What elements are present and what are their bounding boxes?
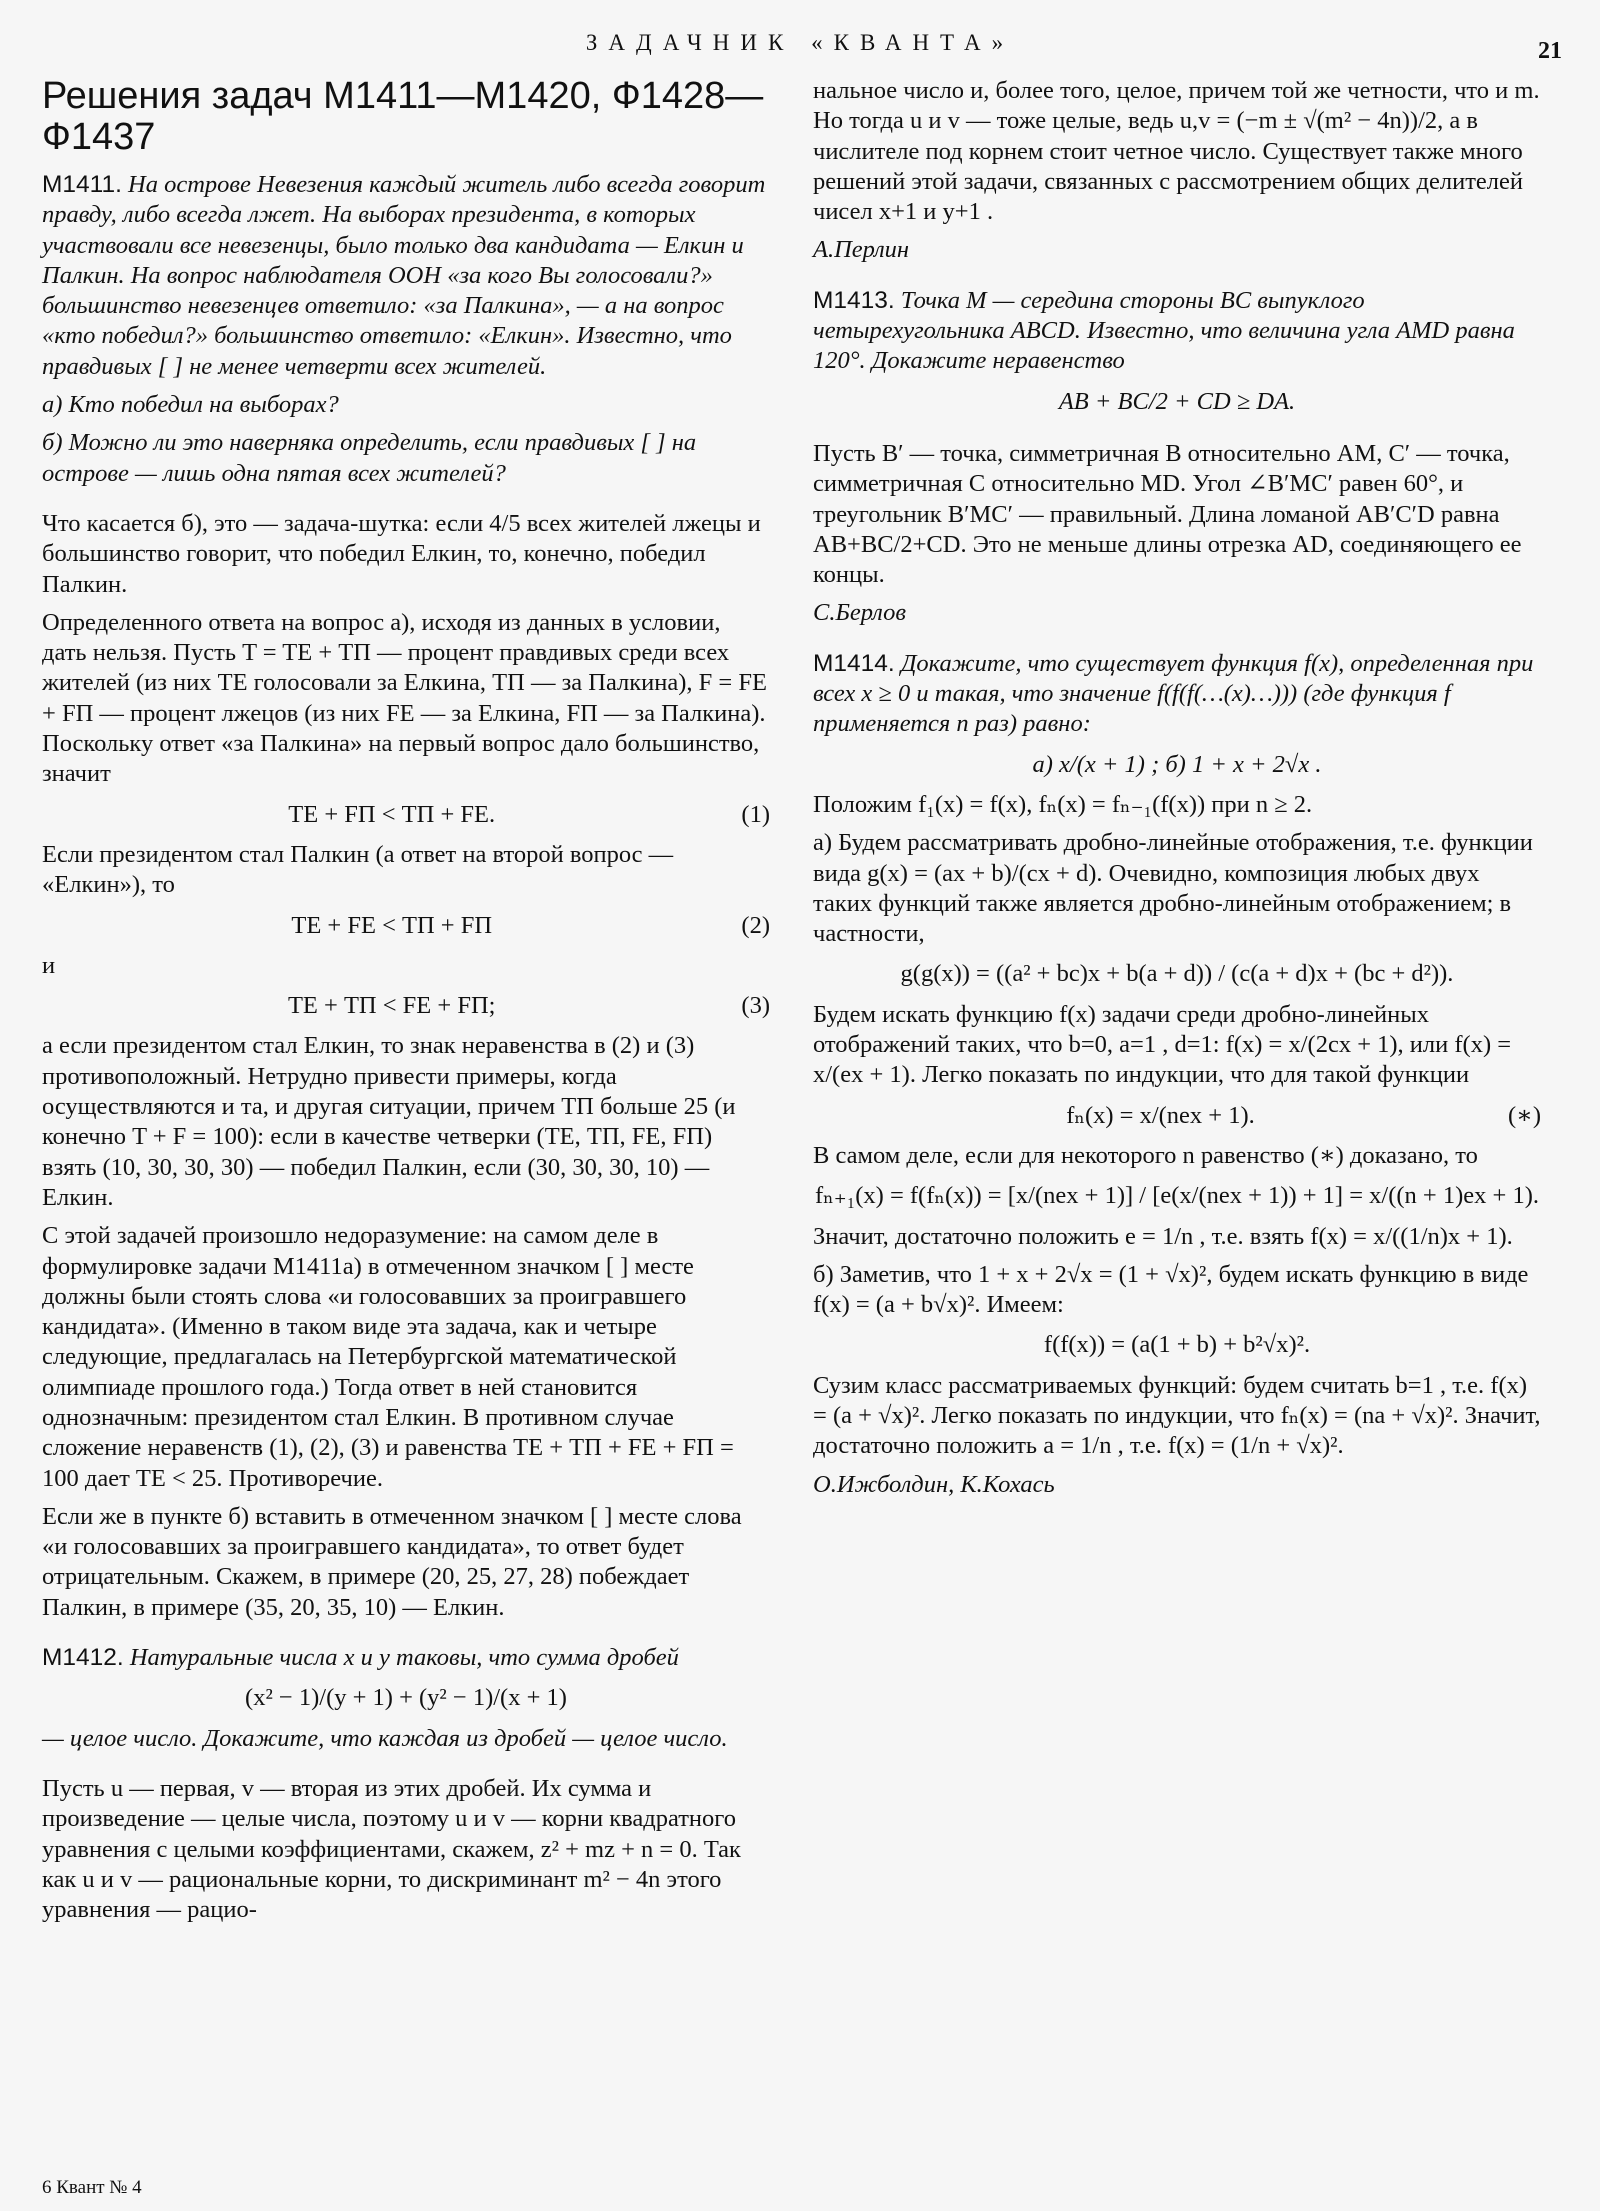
footer-label: 6 Квант № 4 [42, 2177, 142, 2198]
section-title: Решения задач М1411—М1420, Ф1428—Ф1437 [42, 75, 764, 158]
m1413-statement: М1413. Точка M — середина стороны BC выпуклого четырехугольника ABCD. Известно, что величина угла AMD равна 120°. Докажите неравенство [813, 286, 1515, 375]
m1411-statement: М1411. На острове Невезения каждый житель либо всегда говорит правду, либо всегда лжет. На выборах президента, в которых участвовали все невезенцы, было только два кандидата — Елкин и Палкин. На вопрос наблюдателя ООН «за кого Вы голосовали?» большинство невезенцев ответило: «за Палкина», — а на вопрос «кто победил?» большинство ответило: «Елкин». Известно, что правдивых [ ] не менее четверти всех жителей. [42, 171, 766, 380]
m1411-solution-4: а если президентом стал Елкин, то знак неравенства в (2) и (3) противоположный. Нетрудно привести примеры, когда осуществляются и та, и другая ситуации, причем TП больше 25 (и конечно T + F = 100): если в качестве четверки (TЕ, TП, FЕ, FП) взять (10, 30, 30, 30) — победил Палкин, если (30, 30, 30, 10) — Елкин. [42, 1032, 736, 1211]
m1411-question-b: б) Можно ли это наверняка определить, если правдивых [ ] на острове — лишь одна пятая всех жителей? [42, 429, 697, 487]
and-word: и [42, 951, 56, 979]
m1414-p3: Будем искать функцию f(x) задачи среди дробно-линейных отображений таких, что b=0, a=1 , d=1: f(x) = x/(2cx + 1), или f(x) = x/(ex + 1). Легко показать по индукции, что для такой функции [813, 1000, 1512, 1089]
m1411-solution-3: Если президентом стал Палкин (а ответ на второй вопрос — «Елкин»), то [42, 840, 674, 899]
m1413-number: М1413. [813, 286, 895, 314]
page-number: 21 [1538, 38, 1562, 64]
m1411-question-a: а) Кто победил на выборах? [42, 391, 339, 419]
equation-3: TЕ + TП < FЕ + FП; (3) [287, 992, 770, 1020]
m1414-p4: В самом деле, если для некоторого n равенство (∗) доказано, то [813, 1141, 1478, 1169]
m1411-solution-2: Определенного ответа на вопрос а), исходя из данных в условии, дать нельзя. Пусть T = TЕ + TП — процент правдивых среди всех жителей (из них TЕ голосовали за Елкина, TП — за Палкина), F = FЕ + FП — процент лжецов (из них FЕ — за Елкина, FП — за Палкина). Поскольку ответ «за Палкина» на первый вопрос дало большинство, значит [42, 608, 767, 788]
m1414-targets: а) x/(x + 1) ; б) 1 + x + 2√x . [1032, 750, 1322, 778]
m1411-solution-1: Что касается б), это — задача-шутка: если 4/5 всех жителей лжецы и большинство говорит, что победил Елкин, то, конечно, победил Палкин. [42, 509, 761, 598]
m1414-number: М1414. [813, 649, 895, 677]
m1414-p1: Положим f₁(x) = f(x), fₙ(x) = fₙ₋₁(f(x)) при n ≥ 2. [813, 790, 1313, 818]
equation-gg: g(g(x)) = ((a² + bc)x + b(a + d)) / (c(a + d)x + (bc + d²)). [900, 960, 1454, 988]
m1413-signature: С.Берлов [813, 599, 906, 627]
m1414-p7: Сузим класс рассматриваемых функций: будем считать b=1 , т.е. f(x) = (a + √x)². Легко показать по индукции, что fₙ(x) = (na + √x)². Значит, достаточно положить a = 1/n , т.е. f(x) = (1/n + √x)². [813, 1371, 1541, 1460]
m1414-statement: М1414. Докажите, что существует функция f(x), определенная при всех x ≥ 0 и такая, что значение f(f(f(…(x)…))) (где функция f применяется n раз) равно: [813, 649, 1534, 738]
m1414-p2: а) Будем рассматривать дробно-линейные отображения, т.е. функции вида g(x) = (ax + b)/(cx + d). Очевидно, композиция любых двух таких функций также является дробно-линейным отображением; в частности, [813, 829, 1533, 948]
equation-star: fₙ(x) = x/(nex + 1). (∗) [1066, 1101, 1541, 1129]
equation-ff: f(f(x)) = (a(1 + b) + b²√x)². [1043, 1331, 1311, 1359]
left-column [42, 76, 770, 1933]
m1412-signature: А.Перлин [813, 236, 910, 264]
m1411-number: М1411. [42, 171, 122, 198]
m1412-solution: Пусть u — первая, v — вторая из этих дробей. Их сумма и произведение — целые числа, поэтому u и v — корни квадратного уравнения с целыми коэффициентами, скажем, z² + mz + n = 0. Так как u и v — рациональные корни, то дискриминант m² − 4n этого уравнения — рацио- [42, 1774, 741, 1924]
m1414-p6: б) Заметив, что 1 + x + 2√x = (1 + √x)², будем искать функцию в виде f(x) = (a + b√x)². Имеем: [813, 1260, 1529, 1319]
m1414-signature: О.Ижболдин, К.Кохась [813, 1470, 1055, 1498]
m1412-solution-cont: нальное число и, более того, целое, причем той же четности, что и m. Но тогда u и v — тоже целые, ведь u,v = (−m ± √(m² − 4n))/2, а в числителе под корнем стоит четное число. Существует также много решений этой задачи, связанных с рассмотрением общих делителей чисел x+1 и y+1 . [813, 77, 1540, 226]
right-column [813, 76, 1541, 1508]
m1412-number: М1412. [42, 1644, 124, 1672]
m1411-solution-6: Если же в пункте б) вставить в отмеченном значком [ ] месте слова «и голосовавших за проигравшего кандидата», то ответ будет отрицательным. Скажем, в примере (20, 25, 27, 28) побеждает Палкин, в примере (35, 20, 35, 10) — Елкин. [42, 1502, 742, 1621]
m1414-p5: Значит, достаточно положить e = 1/n , т.е. взять f(x) = x/((1/n)x + 1). [813, 1222, 1513, 1250]
m1413-solution: Пусть B′ — точка, симметричная B относительно AM, C′ — точка, симметричная C относительно MD. Угол ∠B′MC′ равен 60°, и треугольник B′MC′ — правильный. Длина ломаной AB′C′D равна AB+BC/2+CD. Это не меньше длины отрезка AD, соединяющего ее концы. [813, 439, 1522, 589]
equation-2: TЕ + FЕ < TП + FП (2) [291, 911, 770, 939]
m1412-equation: (x² − 1)/(y + 1) + (y² − 1)/(x + 1) [245, 1684, 567, 1712]
equation-1: TЕ + FП < TП + FЕ. (1) [288, 800, 770, 828]
running-header: ЗАДАЧНИК «КВАНТА» [585, 30, 1015, 55]
m1412-statement: М1412. Натуральные числа x и y таковы, что сумма дробей [42, 1644, 679, 1672]
m1413-inequality: AB + BC/2 + CD ≥ DA. [1058, 387, 1296, 415]
equation-induction: fₙ₊₁(x) = f(fₙ(x)) = [x/(nex + 1)] / [e(x/(nex + 1)) + 1] = x/((n + 1)ex + 1). [815, 1182, 1539, 1210]
m1412-statement-2: — целое число. Докажите, что каждая из дробей — целое число. [42, 1724, 728, 1752]
m1411-solution-5: С этой задачей произошло недоразумение: на самом деле в формулировке задачи М1411а) в отмеченном значком [ ] месте должны были стоять слова «и голосовавших за проигравшего кандидата». (Именно в таком виде эта задача, как и четыре следующие, предлагалась на Петербургской математической олимпиаде прошлого года.) Тогда ответ в ней становится однозначным: президентом стал Елкин. В противном случае сложение неравенств (1), (2), (3) и равенства TЕ + TП + FЕ + FП = 100 дает TЕ < 25. Противоречие. [42, 1222, 734, 1492]
